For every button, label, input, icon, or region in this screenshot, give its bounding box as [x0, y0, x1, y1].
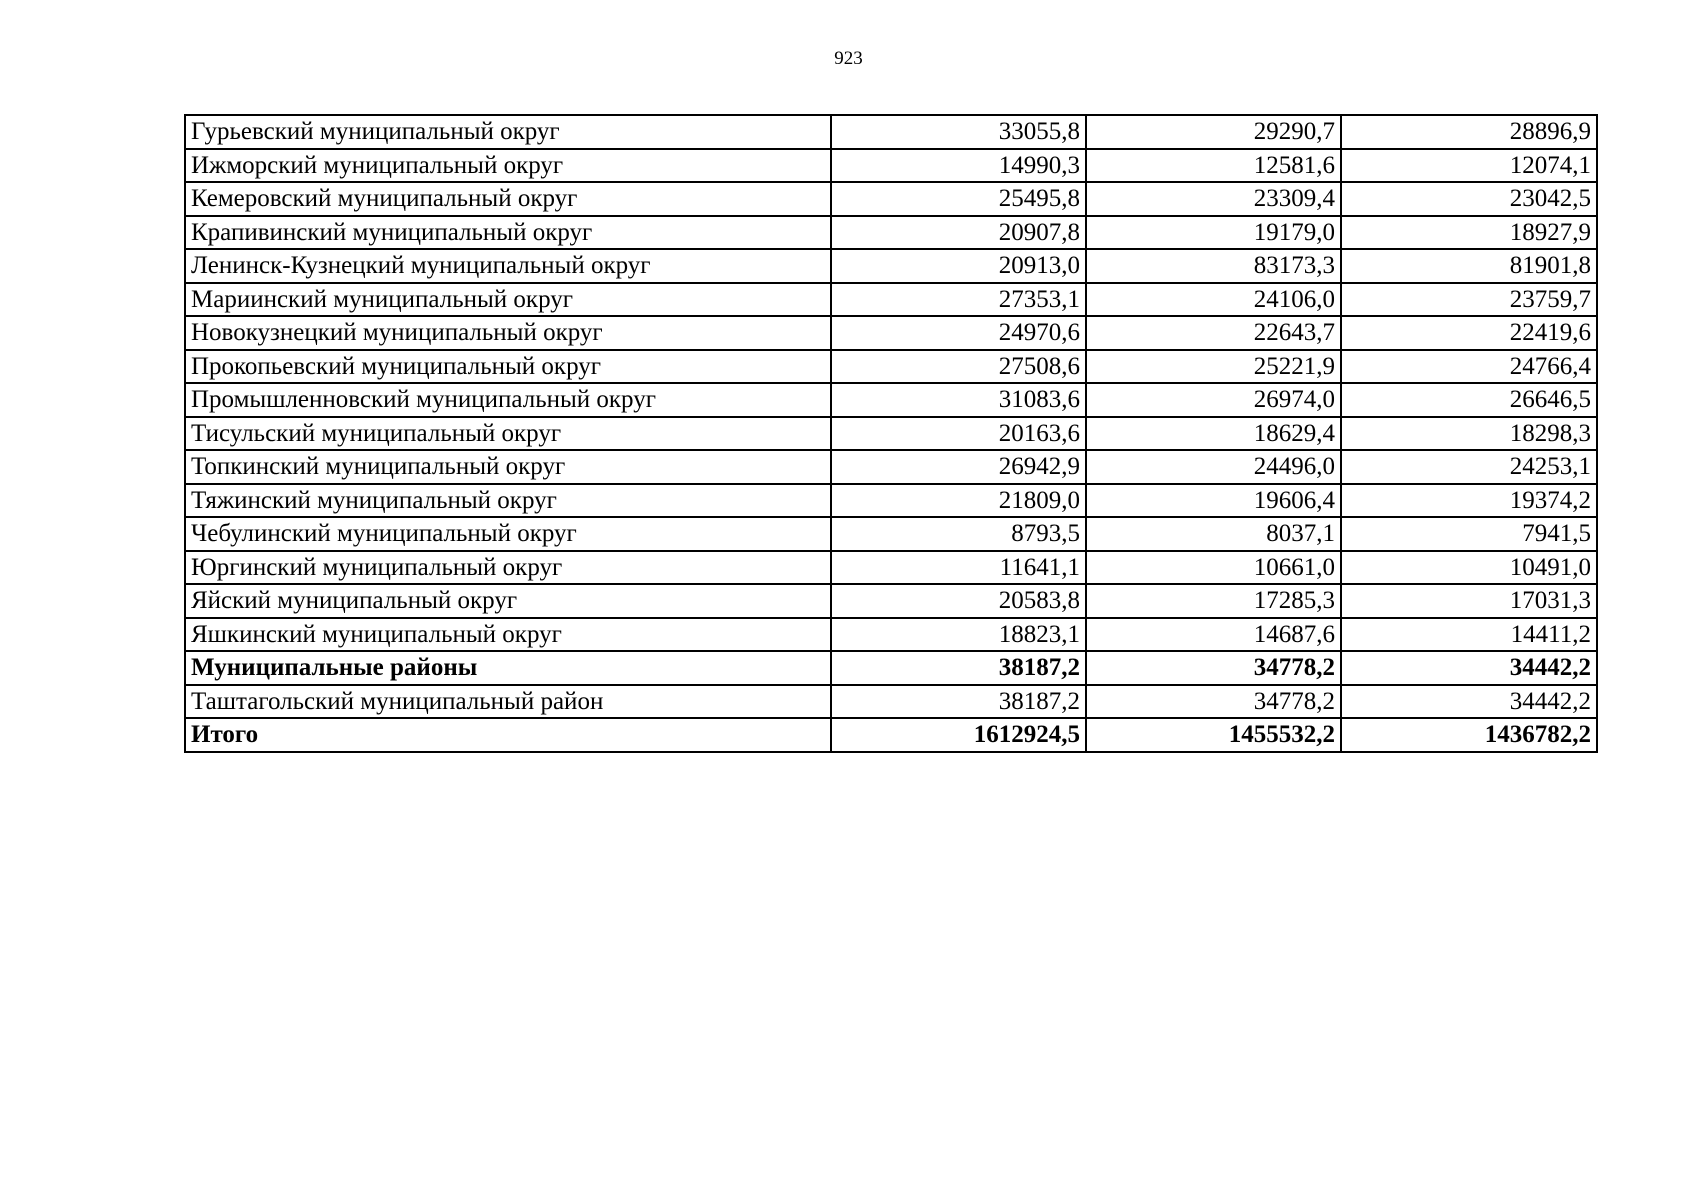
row-value-1-cell: 18823,1 — [831, 618, 1086, 652]
row-value-2-cell: 83173,3 — [1086, 249, 1341, 283]
row-name-cell: Новокузнецкий муниципальный округ — [185, 316, 831, 350]
row-value-3-cell: 1436782,2 — [1341, 718, 1597, 752]
row-value-1-cell: 26942,9 — [831, 450, 1086, 484]
row-value-3-cell: 23042,5 — [1341, 182, 1597, 216]
table-row — [185, 216, 1597, 250]
row-value-3-cell: 23759,7 — [1341, 283, 1597, 317]
row-value-3-cell: 17031,3 — [1341, 584, 1597, 618]
row-name-cell: Мариинский муниципальный округ — [185, 283, 831, 317]
row-value-1-cell: 38187,2 — [831, 651, 1086, 685]
row-value-3-cell: 34442,2 — [1341, 685, 1597, 719]
row-value-1-cell: 38187,2 — [831, 685, 1086, 719]
row-value-2-cell: 24106,0 — [1086, 283, 1341, 317]
row-name-cell: Юргинский муниципальный округ — [185, 551, 831, 585]
table-row — [185, 651, 1597, 685]
row-value-1-cell: 11641,1 — [831, 551, 1086, 585]
row-value-1-cell: 27353,1 — [831, 283, 1086, 317]
table-row — [185, 149, 1597, 183]
row-value-2-cell: 34778,2 — [1086, 651, 1341, 685]
row-value-3-cell: 10491,0 — [1341, 551, 1597, 585]
row-value-3-cell: 18298,3 — [1341, 417, 1597, 451]
table-row — [185, 718, 1597, 752]
row-value-3-cell: 24766,4 — [1341, 350, 1597, 384]
row-name-cell: Яшкинский муниципальный округ — [185, 618, 831, 652]
row-name-cell: Тяжинский муниципальный округ — [185, 484, 831, 518]
row-value-2-cell: 34778,2 — [1086, 685, 1341, 719]
row-value-3-cell: 22419,6 — [1341, 316, 1597, 350]
row-name-cell: Муниципальные районы — [185, 651, 831, 685]
page-number: 923 — [834, 48, 863, 69]
table-row — [185, 685, 1597, 719]
row-name-cell: Промышленновский муниципальный округ — [185, 383, 831, 417]
row-name-cell: Кемеровский муниципальный округ — [185, 182, 831, 216]
row-name-cell: Таштагольский муниципальный район — [185, 685, 831, 719]
row-value-2-cell: 19606,4 — [1086, 484, 1341, 518]
row-value-2-cell: 10661,0 — [1086, 551, 1341, 585]
row-value-2-cell: 18629,4 — [1086, 417, 1341, 451]
table-row — [185, 484, 1597, 518]
table-body — [185, 115, 1597, 752]
table-row — [185, 551, 1597, 585]
row-name-cell: Прокопьевский муниципальный округ — [185, 350, 831, 384]
row-value-1-cell: 24970,6 — [831, 316, 1086, 350]
row-name-cell: Тисульский муниципальный округ — [185, 417, 831, 451]
row-value-3-cell: 12074,1 — [1341, 149, 1597, 183]
row-name-cell: Ленинск-Кузнецкий муниципальный округ — [185, 249, 831, 283]
row-value-1-cell: 27508,6 — [831, 350, 1086, 384]
row-value-3-cell: 18927,9 — [1341, 216, 1597, 250]
row-name-cell: Гурьевский муниципальный округ — [185, 115, 831, 149]
table-row — [185, 517, 1597, 551]
row-value-2-cell: 17285,3 — [1086, 584, 1341, 618]
row-value-3-cell: 26646,5 — [1341, 383, 1597, 417]
row-value-2-cell: 19179,0 — [1086, 216, 1341, 250]
row-value-3-cell: 28896,9 — [1341, 115, 1597, 149]
table-row — [185, 182, 1597, 216]
row-value-1-cell: 20907,8 — [831, 216, 1086, 250]
row-value-2-cell: 29290,7 — [1086, 115, 1341, 149]
table-row — [185, 283, 1597, 317]
table-row — [185, 383, 1597, 417]
row-value-3-cell: 14411,2 — [1341, 618, 1597, 652]
row-name-cell: Чебулинский муниципальный округ — [185, 517, 831, 551]
row-value-3-cell: 81901,8 — [1341, 249, 1597, 283]
table-row — [185, 249, 1597, 283]
row-name-cell: Топкинский муниципальный округ — [185, 450, 831, 484]
row-value-1-cell: 20163,6 — [831, 417, 1086, 451]
row-value-1-cell: 20583,8 — [831, 584, 1086, 618]
row-value-3-cell: 7941,5 — [1341, 517, 1597, 551]
table-row — [185, 417, 1597, 451]
row-name-cell: Ижморский муниципальный округ — [185, 149, 831, 183]
row-value-2-cell: 8037,1 — [1086, 517, 1341, 551]
row-value-3-cell: 34442,2 — [1341, 651, 1597, 685]
row-value-1-cell: 8793,5 — [831, 517, 1086, 551]
table-row — [185, 618, 1597, 652]
row-value-1-cell: 14990,3 — [831, 149, 1086, 183]
budget-table — [184, 114, 1598, 753]
row-name-cell: Крапивинский муниципальный округ — [185, 216, 831, 250]
row-value-2-cell: 22643,7 — [1086, 316, 1341, 350]
row-name-cell: Итого — [185, 718, 831, 752]
row-value-1-cell: 1612924,5 — [831, 718, 1086, 752]
table-row — [185, 584, 1597, 618]
row-value-1-cell: 31083,6 — [831, 383, 1086, 417]
row-value-3-cell: 19374,2 — [1341, 484, 1597, 518]
row-value-3-cell: 24253,1 — [1341, 450, 1597, 484]
table-row — [185, 115, 1597, 149]
row-value-1-cell: 25495,8 — [831, 182, 1086, 216]
row-value-2-cell: 12581,6 — [1086, 149, 1341, 183]
row-value-1-cell: 20913,0 — [831, 249, 1086, 283]
row-value-2-cell: 25221,9 — [1086, 350, 1341, 384]
row-name-cell: Яйский муниципальный округ — [185, 584, 831, 618]
row-value-2-cell: 14687,6 — [1086, 618, 1341, 652]
table-row — [185, 350, 1597, 384]
row-value-2-cell: 1455532,2 — [1086, 718, 1341, 752]
row-value-2-cell: 26974,0 — [1086, 383, 1341, 417]
row-value-1-cell: 33055,8 — [831, 115, 1086, 149]
row-value-2-cell: 23309,4 — [1086, 182, 1341, 216]
table-row — [185, 450, 1597, 484]
table-row — [185, 316, 1597, 350]
row-value-1-cell: 21809,0 — [831, 484, 1086, 518]
row-value-2-cell: 24496,0 — [1086, 450, 1341, 484]
